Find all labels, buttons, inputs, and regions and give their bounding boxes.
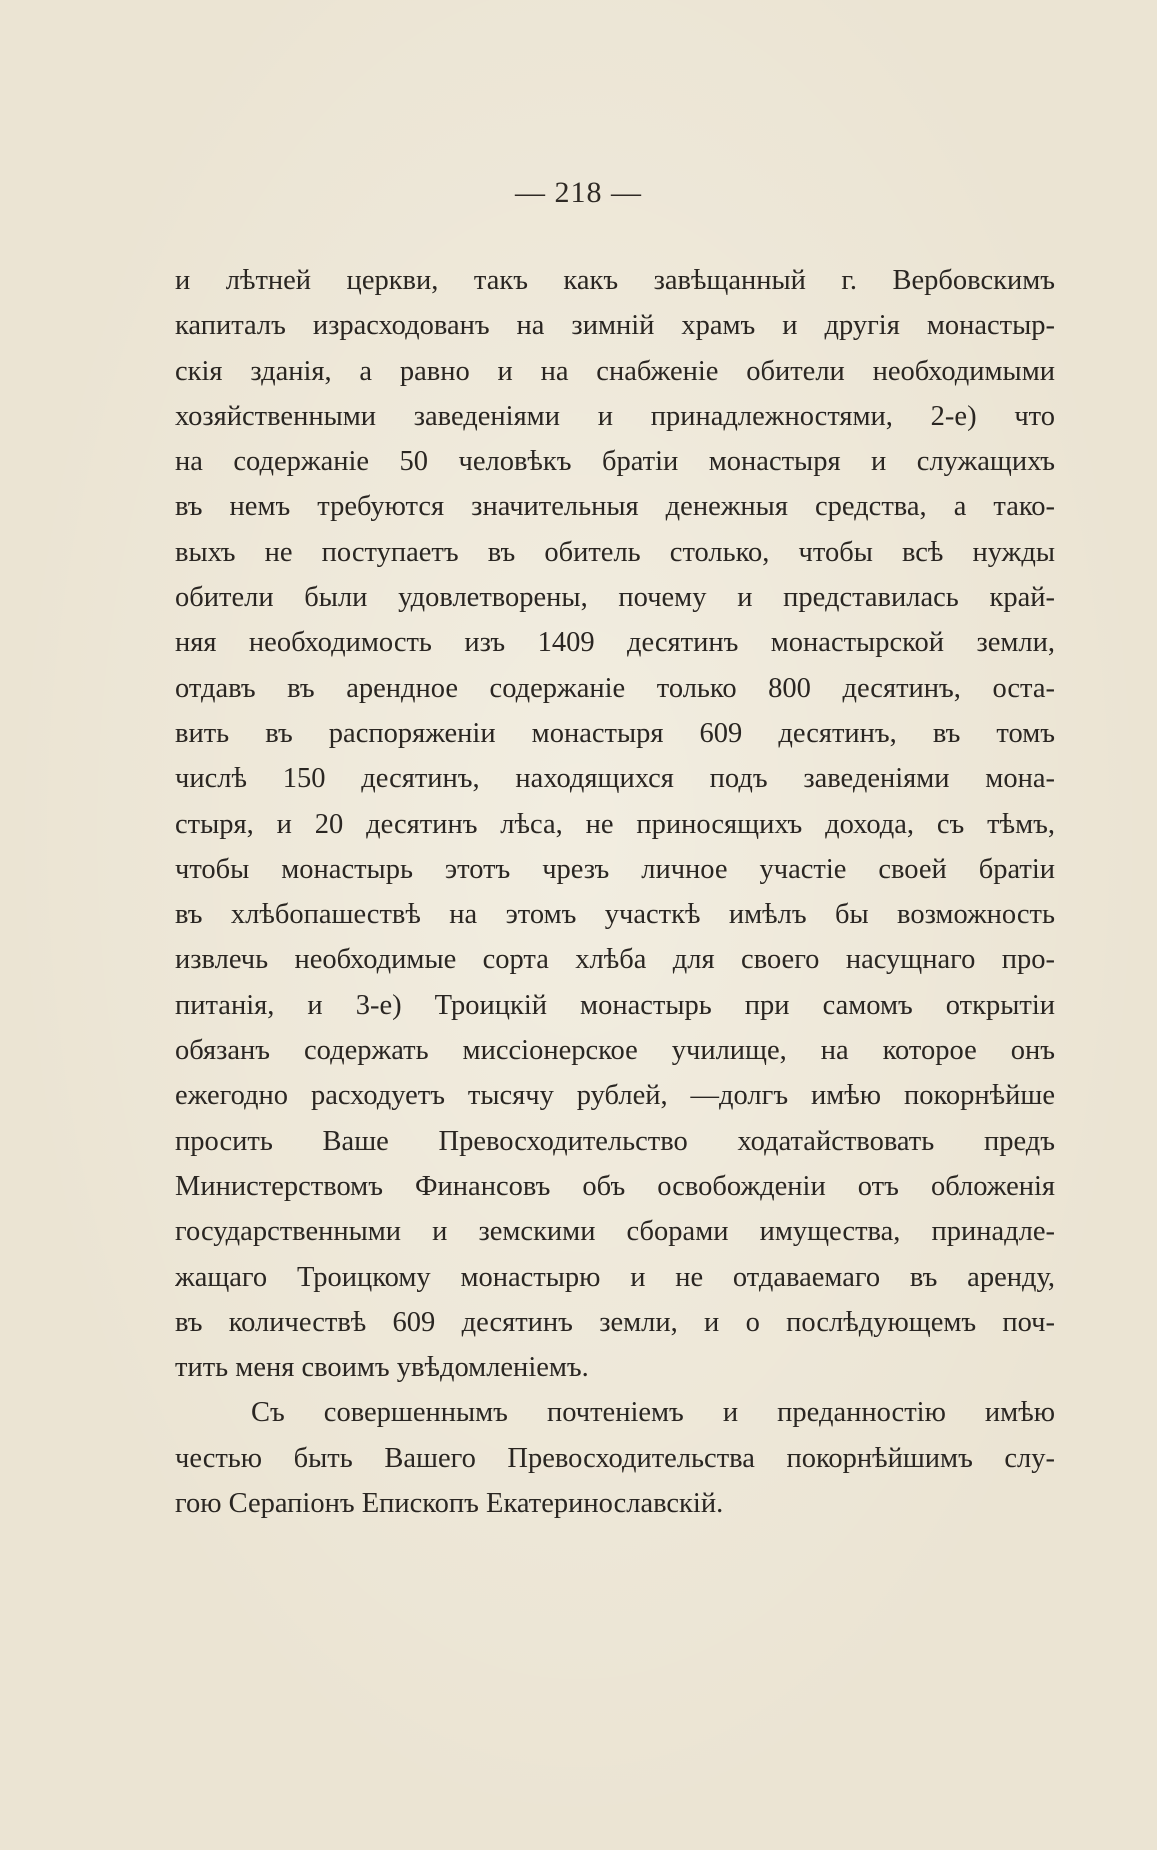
text-line: отдавъ въ арендное содержаніе только 800 десятинъ, оста- <box>175 672 1055 704</box>
text-line: скія зданія, а равно и на снабженіе обители необходимыми <box>175 355 1055 387</box>
text-line: извлечь необходимые сорта хлѣба для своего насущнаго про- <box>175 944 1055 976</box>
text-line: числѣ 150 десятинъ, находящихся подъ заведеніями мона- <box>175 763 1055 795</box>
text-line: жащаго Троицкому монастырю и не отдаваемаго въ аренду, <box>175 1261 1055 1293</box>
text-line: капиталъ израсходованъ на зимній храмъ и другія монастыр- <box>175 310 1055 342</box>
text-line: чтобы монастырь этотъ чрезъ личное участіе своей братіи <box>175 853 1055 885</box>
text-line: Министерствомъ Финансовъ объ освобожденіи отъ обложенія <box>175 1170 1055 1202</box>
text-line: Съ совершеннымъ почтеніемъ и преданностію имѣю <box>251 1397 1055 1429</box>
text-line: гою Серапіонъ Епископъ Екатеринославскій. <box>175 1488 724 1520</box>
text-line: въ немъ требуются значительныя денежныя средства, а тако- <box>175 491 1055 523</box>
text-line: питанія, и 3-е) Троицкій монастырь при самомъ открытіи <box>175 989 1055 1021</box>
text-line: на содержаніе 50 человѣкъ братіи монастыря и служащихъ <box>175 446 1055 478</box>
text-line: въ хлѣбопашествѣ на этомъ участкѣ имѣлъ бы возможность <box>175 899 1055 931</box>
text-line: тить меня своимъ увѣдомленіемъ. <box>175 1352 589 1384</box>
text-line: просить Ваше Превосходительство ходатайствовать предъ <box>175 1125 1055 1157</box>
text-line: няя необходимость изъ 1409 десятинъ монастырской земли, <box>175 627 1055 659</box>
text-line: обязанъ содержать миссіонерское училище, на которое онъ <box>175 1035 1055 1067</box>
text-line: вить въ распоряженіи монастыря 609 десятинъ, въ томъ <box>175 717 1055 749</box>
text-line: ежегодно расходуетъ тысячу рублей, —долгъ имѣю покорнѣйше <box>175 1080 1055 1112</box>
text-line: въ количествѣ 609 десятинъ земли, и о послѣдующемъ поч- <box>175 1306 1055 1338</box>
text-line: честью быть Вашего Превосходительства покорнѣйшимъ слу- <box>175 1442 1055 1474</box>
body-text <box>175 258 1055 1526</box>
text-line: хозяйственными заведеніями и принадлежностями, 2-е) что <box>175 400 1055 432</box>
page-number: — 218 — <box>515 176 642 209</box>
text-line: обители были удовлетворены, почему и представилась край- <box>175 582 1055 614</box>
text-line: и лѣтней церкви, такъ какъ завѣщанный г. Вербовскимъ <box>175 265 1055 296</box>
text-line: государственными и земскими сборами имущества, принадле- <box>175 1216 1055 1248</box>
text-line: выхъ не поступаетъ въ обитель столько, чтобы всѣ нужды <box>175 536 1055 568</box>
text-line: стыря, и 20 десятинъ лѣса, не приносящихъ дохода, съ тѣмъ, <box>175 808 1055 840</box>
